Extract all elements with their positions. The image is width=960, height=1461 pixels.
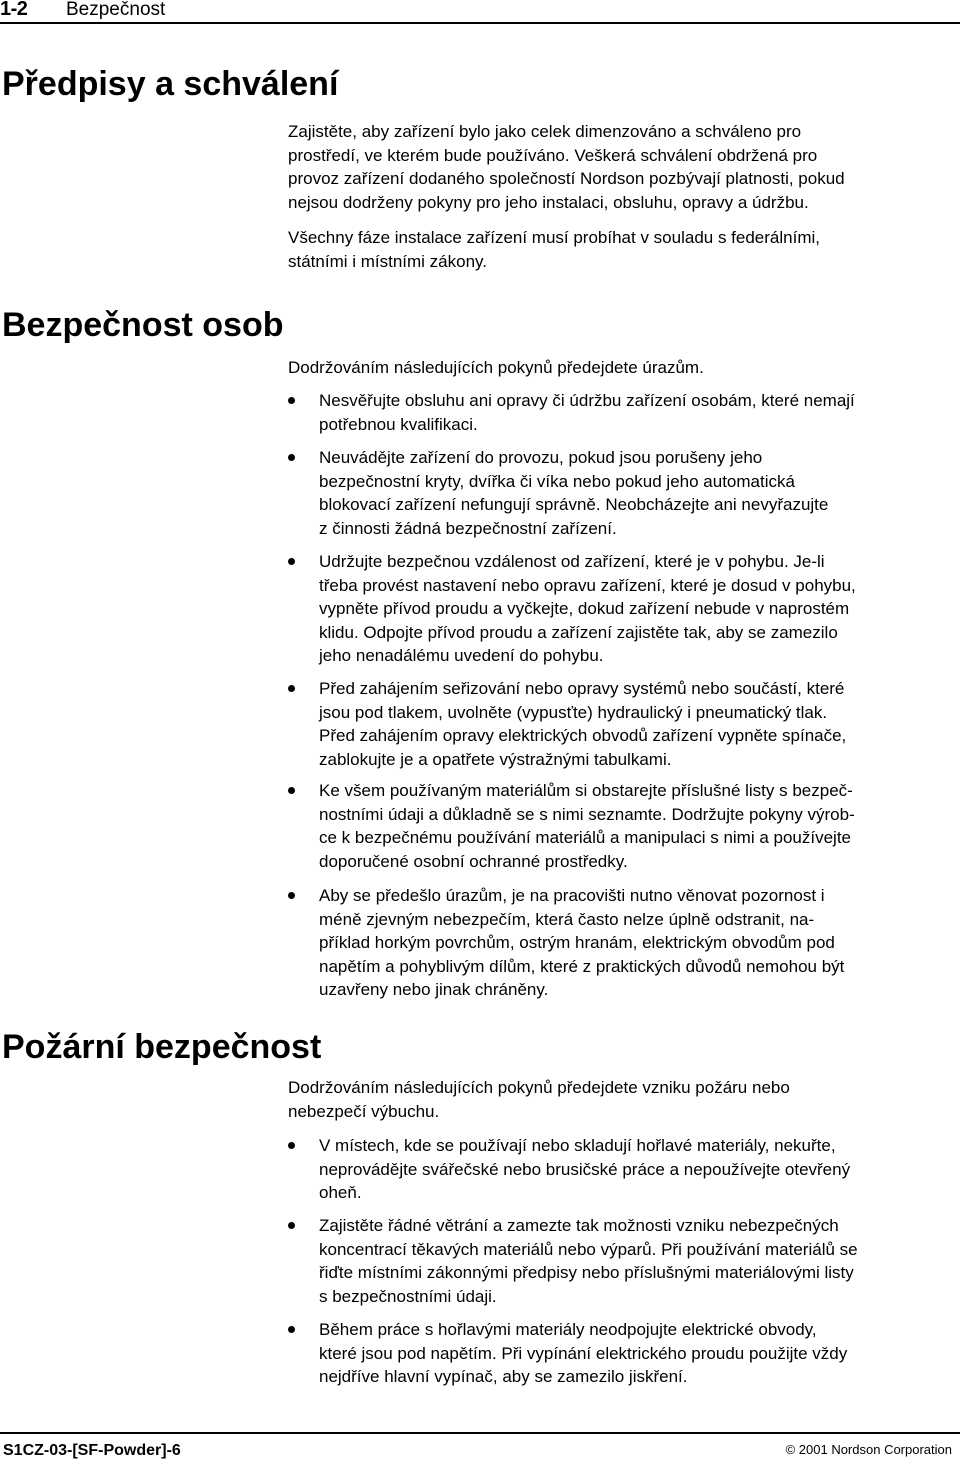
section-heading-regulations: Předpisy a schválení — [2, 65, 339, 103]
list-item-text: Před zahájením seřizování nebo opravy systémů nebo součástí, které jsou pod tlakem, uvolněte (vypusťte) hydraulický i pneumatický tlak. Před zahájením opravy elektrických obvodů zařízení vypněte spínače, zablokujte je a opatřete výstražnými tabulkami. — [319, 679, 847, 769]
list-item-text: Udržujte bezpečnou vzdálenost od zařízení, které je v pohybu. Je-li třeba provést nastavení nebo opravu zařízení, které je dosud v pohybu, vypněte přívod proudu a vyčkejte, dokud zařízení nebude v naprostém klidu. Odpojte přívod proudu a zařízení zajistěte tak, aby se zamezilo jeho nenadálému uvedení do pohybu. — [319, 552, 856, 666]
footer-copyright: © 2001 Nordson Corporation — [785, 1442, 952, 1457]
fire-safety-intro: Dodržováním následujících pokynů předejdete vzniku požáru nebo nebezpečí výbuchu. — [288, 1078, 790, 1121]
bullet-icon — [288, 685, 295, 692]
bullet-icon — [288, 1326, 295, 1333]
bullet-icon — [288, 787, 295, 794]
list-item-text: Aby se předešlo úrazům, je na pracovišti nutno věnovat pozornost i méně zjevným nebezpečím, která často nelze úplně odstranit, na- příklad horkým povrchům, ostrým hranám, elektrickým obvodům pod napětím a pohyblivým dílům, které z praktických důvodů nemohou být uzavřeny nebo jinak chráněny. — [319, 886, 845, 1000]
footer-rule — [0, 1432, 960, 1434]
list-item-text: Ke všem používaným materiálům si obstarejte příslušné listy s bezpeč- nostními údaji a důkladně se s nimi seznamte. Dodržujte pokyny výrob- ce k bezpečnému používání materiálů a manipulaci s nimi a používejte doporučené osobní ochranné prostředky. — [319, 781, 855, 871]
header-rule — [0, 22, 960, 24]
list-item-text: Neuvádějte zařízení do provozu, pokud jsou porušeny jeho bezpečnostní kryty, dvířka či víka nebo pokud jeho automatická blokovací zařízení nefungují správně. Neobcházejte ani nevyřazujte z činnosti žádná bezpečnostní zařízení. — [319, 448, 829, 538]
running-header-title: Bezpečnost — [66, 0, 166, 20]
personal-safety-intro: Dodržováním následujících pokynů předejdete úrazům. — [288, 358, 704, 377]
list-item-text: V místech, kde se používají nebo skladují hořlavé materiály, nekuřte, neprovádějte svářečské nebo brusičské práce a nepoužívejte otevřený oheň. — [319, 1136, 851, 1203]
bullet-icon — [288, 558, 295, 565]
regulations-paragraph-1: Zajistěte, aby zařízení bylo jako celek dimenzováno a schváleno pro prostředí, ve kterém bude používáno. Veškerá schválení obdržená pro provoz zařízení dodaného společností Nordson pozbývají platnosti, pokud nejsou dodrženy pokyny pro jeho instalaci, obsluhu, opravy a údržbu. — [288, 122, 845, 212]
section-heading-fire-safety: Požární bezpečnost — [2, 1028, 322, 1066]
bullet-icon — [288, 454, 295, 461]
list-item-text: Zajistěte řádné větrání a zamezte tak možnosti vzniku nebezpečných koncentrací těkavých materiálů nebo výparů. Při používání materiálů se řiďte místními zákonnými předpisy nebo příslušnými materiálovými listy s bezpečnostními údaji. — [319, 1216, 858, 1306]
regulations-paragraph-2: Všechny fáze instalace zařízení musí probíhat v souladu s federálními, státními i místními zákony. — [288, 228, 820, 271]
page-number: 1-2 — [0, 0, 28, 20]
list-item-text: Nesvěřujte obsluhu ani opravy či údržbu zařízení osobám, které nemají potřebnou kvalifikaci. — [319, 391, 855, 434]
section-heading-personal-safety: Bezpečnost osob — [2, 306, 284, 344]
footer-doc-code: S1CZ-03-[SF-Powder]-6 — [3, 1442, 181, 1459]
bullet-icon — [288, 1142, 295, 1149]
list-item-text: Během práce s hořlavými materiály neodpojujte elektrické obvody, které jsou pod napětím. Při vypínání elektrického proudu použijte vždy nejdříve hlavní vypínač, aby se zamezilo jiskření. — [319, 1320, 848, 1387]
bullet-icon — [288, 397, 295, 404]
bullet-icon — [288, 892, 295, 899]
bullet-icon — [288, 1222, 295, 1229]
